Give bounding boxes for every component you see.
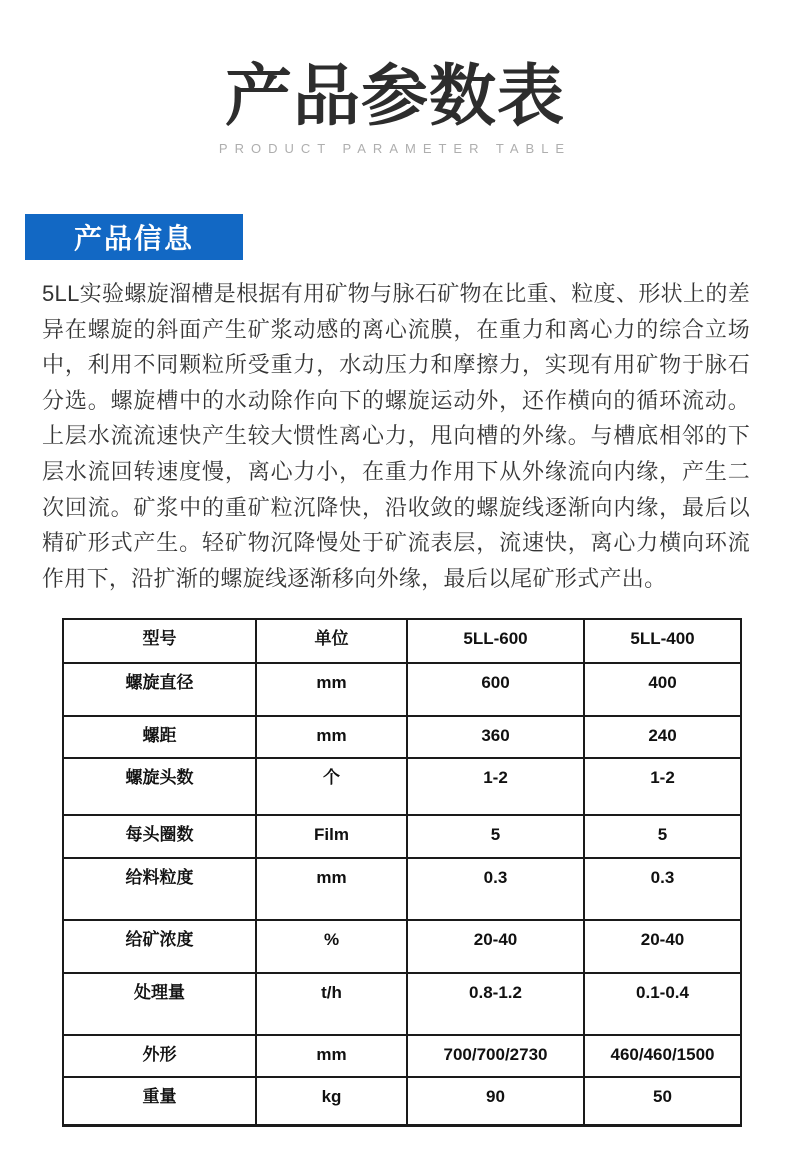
header-5ll-600: 5LL-600 (407, 619, 584, 663)
table-row (63, 858, 741, 920)
value-5ll-600: 1-2 (407, 758, 584, 815)
param-name: 螺旋头数 (63, 758, 256, 815)
table-row (63, 973, 741, 1035)
param-name: 重量 (63, 1077, 256, 1126)
table-row (63, 920, 741, 973)
value-5ll-600: 600 (407, 663, 584, 716)
value-5ll-400: 240 (584, 716, 741, 758)
param-name: 处理量 (63, 973, 256, 1035)
table-row (63, 1035, 741, 1077)
param-name: 每头圈数 (63, 815, 256, 858)
value-5ll-600: 5 (407, 815, 584, 858)
table-row (63, 663, 741, 716)
hero-header (0, 0, 790, 156)
table-row (63, 815, 741, 858)
table-header-row (63, 619, 741, 663)
param-unit: kg (256, 1077, 407, 1126)
param-unit: t/h (256, 973, 407, 1035)
param-unit: Film (256, 815, 407, 858)
param-name: 螺旋直径 (63, 663, 256, 716)
value-5ll-600: 90 (407, 1077, 584, 1126)
param-unit: mm (256, 858, 407, 920)
param-name: 外形 (63, 1035, 256, 1077)
param-unit: 个 (256, 758, 407, 815)
value-5ll-600: 360 (407, 716, 584, 758)
param-unit: % (256, 920, 407, 973)
value-5ll-600: 0.3 (407, 858, 584, 920)
param-name: 给矿浓度 (63, 920, 256, 973)
value-5ll-400: 1-2 (584, 758, 741, 815)
value-5ll-400: 5 (584, 815, 741, 858)
value-5ll-400: 50 (584, 1077, 741, 1126)
table-row (63, 716, 741, 758)
header-model: 型号 (63, 619, 256, 663)
value-5ll-600: 0.8-1.2 (407, 973, 584, 1035)
page-title: 产品参数表 (225, 59, 565, 134)
parameter-table (62, 618, 742, 1127)
value-5ll-400: 460/460/1500 (584, 1035, 741, 1077)
value-5ll-400: 20-40 (584, 920, 741, 973)
header-5ll-400: 5LL-400 (584, 619, 741, 663)
product-description: 5LL实验螺旋溜槽是根据有用矿物与脉石矿物在比重、粒度、形状上的差异在螺旋的斜面产生矿浆动感的离心流膜，在重力和离心力的综合立场中，利用不同颗粒所受重力，水动压力和摩擦力，实现有用矿物于脉石分选。螺旋槽中的水动除作向下的螺旋运动外，还作横向的循环流动。上层水流流速快产生较大惯性离心力，甩向槽的外缘。与槽底相邻的下层水流回转速度慢，离心力小，在重力作用下从外缘流向内缘，产生二次回流。矿浆中的重矿粒沉降快，沿收敛的螺旋线逐渐向内缘，最后以精矿形式产生。轻矿物沉降慢处于矿流表层，流速快，离心力横向环流作用下，沿扩渐的螺旋线逐渐移向外缘，最后以尾矿形式产出。 (42, 281, 750, 591)
value-5ll-600: 700/700/2730 (407, 1035, 584, 1077)
param-unit: mm (256, 716, 407, 758)
table-row (63, 1077, 741, 1126)
value-5ll-400: 0.3 (584, 858, 741, 920)
parameter-table-container (62, 618, 790, 1127)
value-5ll-400: 400 (584, 663, 741, 716)
param-name: 螺距 (63, 716, 256, 758)
param-unit: mm (256, 663, 407, 716)
section-badge-product-info (25, 214, 243, 260)
param-unit: mm (256, 1035, 407, 1077)
value-5ll-400: 0.1-0.4 (584, 973, 741, 1035)
page-subtitle: PRODUCT PARAMETER TABLE (218, 141, 572, 157)
table-row (63, 758, 741, 815)
section-badge-label: 产品信息 (73, 223, 194, 255)
header-unit: 单位 (256, 619, 407, 663)
param-name: 给料粒度 (63, 858, 256, 920)
value-5ll-600: 20-40 (407, 920, 584, 973)
